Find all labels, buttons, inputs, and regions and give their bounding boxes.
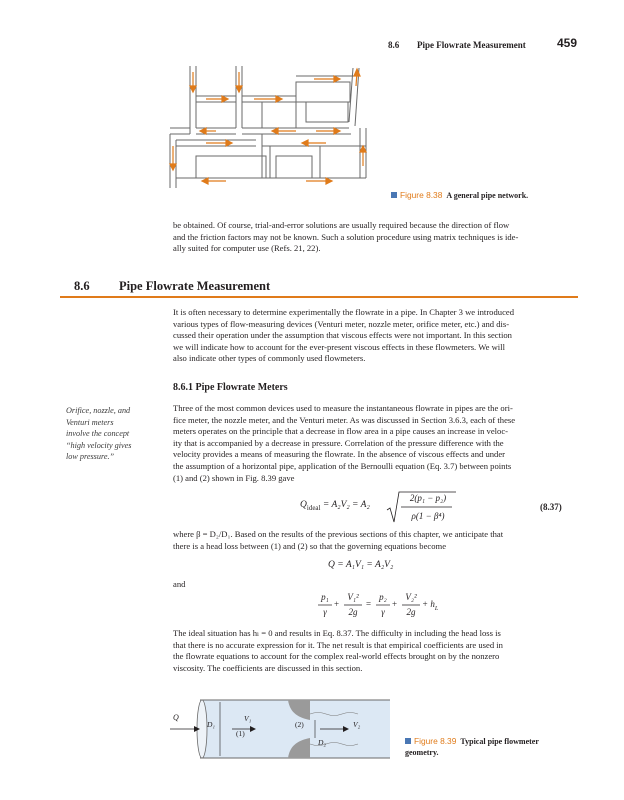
paragraph-where xyxy=(173,529,579,552)
text-line: The ideal situation has hₗ = 0 and results in Eq. 8.37. The difficulty in including the head loss is xyxy=(173,628,501,638)
text-line: we will indicate how to account for the ever-present viscous effects in these flowmeters. We will xyxy=(173,341,505,352)
text-line: there is a head loss between (1) and (2) so that the governing equations become xyxy=(173,540,447,551)
margin-note-line: involve the concept xyxy=(66,429,130,439)
text-line: the assumption of a horizontal pipe, application of the Bernoulli equation (Eq. 3.7) between points xyxy=(173,460,512,471)
text-line: viscosity. The coefficients are discussed in this section. xyxy=(173,662,363,673)
eq-p1: p₁ xyxy=(321,592,329,602)
paragraph-top xyxy=(173,220,579,255)
text-line: Three of the most common devices used to measure the instantaneous flowrate in pipes are the ori- xyxy=(173,403,513,413)
eq-plus1: + xyxy=(334,599,340,609)
and-word: and xyxy=(173,579,186,589)
equation-8-37 xyxy=(300,500,370,512)
text-line: meters operates on the principle that a decrease in flow area in a pipe causes an increase in veloc- xyxy=(173,426,509,437)
figure-8-39-caption xyxy=(405,736,539,758)
flow-label-q: Q xyxy=(173,713,179,722)
eq-mid: = A₂V₂ = A₂ xyxy=(320,500,370,510)
diameter-label-d2: D₂ xyxy=(318,738,327,747)
text-line: fice meter, the nozzle meter, and the Venturi meter. As was discussed in Section 3.6.3, each of these xyxy=(173,414,516,425)
caption-marker-icon xyxy=(405,738,411,744)
equation-number: (8.37) xyxy=(540,502,562,512)
velocity-label-v1: V₁ xyxy=(244,714,252,723)
figure-8-39-label: Figure 8.39 xyxy=(414,736,457,746)
text-line: the flowrate equations to account for the complex real-world effects brought on by the nonzero xyxy=(173,651,500,662)
subsection-title: 8.6.1 Pipe Flowrate Meters xyxy=(173,382,288,393)
text-line: also indicate other types of commonly used flowmeters. xyxy=(173,353,366,364)
margin-note-line: Venturi meters xyxy=(66,417,114,427)
text-line: (1) and (2) shown in Fig. 8.39 gave xyxy=(173,472,295,483)
running-header-title: Pipe Flowrate Measurement xyxy=(417,40,526,50)
paragraph-meters xyxy=(173,403,579,484)
diameter-label-d1: D₁ xyxy=(207,720,216,729)
eq-headloss xyxy=(422,599,438,612)
eq-2g2: 2g xyxy=(406,607,416,617)
text-line: velocity provides a means of measuring the flowrate. In the absence of viscous effects and under xyxy=(173,449,506,460)
equation-continuity: Q = A₁V₁ = A₂V₂ xyxy=(328,560,394,570)
point-label-2: (2) xyxy=(295,720,304,729)
figure-8-39-text: Typical pipe flowmeter xyxy=(460,737,539,746)
margin-note xyxy=(66,405,158,463)
figure-8-38-label: Figure 8.38 xyxy=(400,190,443,200)
running-header-section: 8.6 xyxy=(388,40,400,50)
margin-note-line: low pressure.” xyxy=(66,452,115,462)
text-line: various types of flow-measuring devices (Venturi meter, nozzle meter, orifice meter, etc.) and dis- xyxy=(173,318,510,329)
pipe-network-figure xyxy=(166,66,376,188)
figure-8-38-text: A general pipe network. xyxy=(446,191,529,200)
eq-plus2: + xyxy=(392,599,398,609)
page-number: 459 xyxy=(557,36,578,50)
text-line: where β = D₂/D₁. Based on the results of the previous sections of this chapter, we anticipate that xyxy=(173,529,504,539)
eq-v1: V₁² xyxy=(347,592,359,602)
section-title: Pipe Flowrate Measurement xyxy=(119,279,271,293)
figure-8-39-text-2: geometry. xyxy=(405,748,439,757)
eq-fraction-bars xyxy=(318,604,422,607)
figure-8-38-caption xyxy=(391,190,528,200)
eq-gamma1: γ xyxy=(323,607,327,617)
paragraph-intro xyxy=(173,307,579,365)
text-line: ity that is accompanied by a decrease in pressure. Correlation of the pressure difference with the xyxy=(173,437,504,448)
margin-note-line: Orifice, nozzle, and xyxy=(66,406,131,415)
text-line: that there is no accurate expression for it. The net result is that empirical coefficients are used in xyxy=(173,639,503,650)
eq-equals: = xyxy=(366,599,372,609)
text-line: and the friction factors may not be known. Such a solution procedure using matrix techniques is ide- xyxy=(173,231,519,242)
eq-v2: V₂² xyxy=(405,592,417,602)
section-number: 8.6 xyxy=(74,279,90,293)
text-line: ally suited for computer use (Refs. 21, 22). xyxy=(173,243,321,254)
eq-lhs-sub: ideal xyxy=(306,503,321,512)
eq-lhs: Q xyxy=(300,500,307,510)
eq-hl: + h xyxy=(422,599,435,609)
paragraph-ideal xyxy=(173,628,579,674)
margin-note-line: “high velocity gives xyxy=(66,440,132,450)
caption-marker-icon xyxy=(391,192,397,198)
eq-p2: p₂ xyxy=(379,592,387,602)
text-line: It is often necessary to determine experimentally the flowrate in a pipe. In Chapter 3 we introduced xyxy=(173,307,515,317)
eq-2g1: 2g xyxy=(348,607,358,617)
eq-hl-sub: L xyxy=(434,605,439,612)
flowmeter-figure xyxy=(170,696,395,766)
section-rule xyxy=(60,296,578,298)
text-line: be obtained. Of course, trial-and-error solutions are usually required because the direction of flow xyxy=(173,220,510,230)
eq-denominator: ρ(1 − β⁴) xyxy=(411,511,445,521)
point-label-1: (1) xyxy=(236,729,245,738)
text-line: cussed their operation under the assumption that viscous effects were not important. In this section xyxy=(173,330,512,341)
velocity-label-v2: V₂ xyxy=(353,720,361,729)
eq-numerator: 2(p₁ − p₂) xyxy=(409,493,447,503)
eq-gamma2: γ xyxy=(381,607,385,617)
